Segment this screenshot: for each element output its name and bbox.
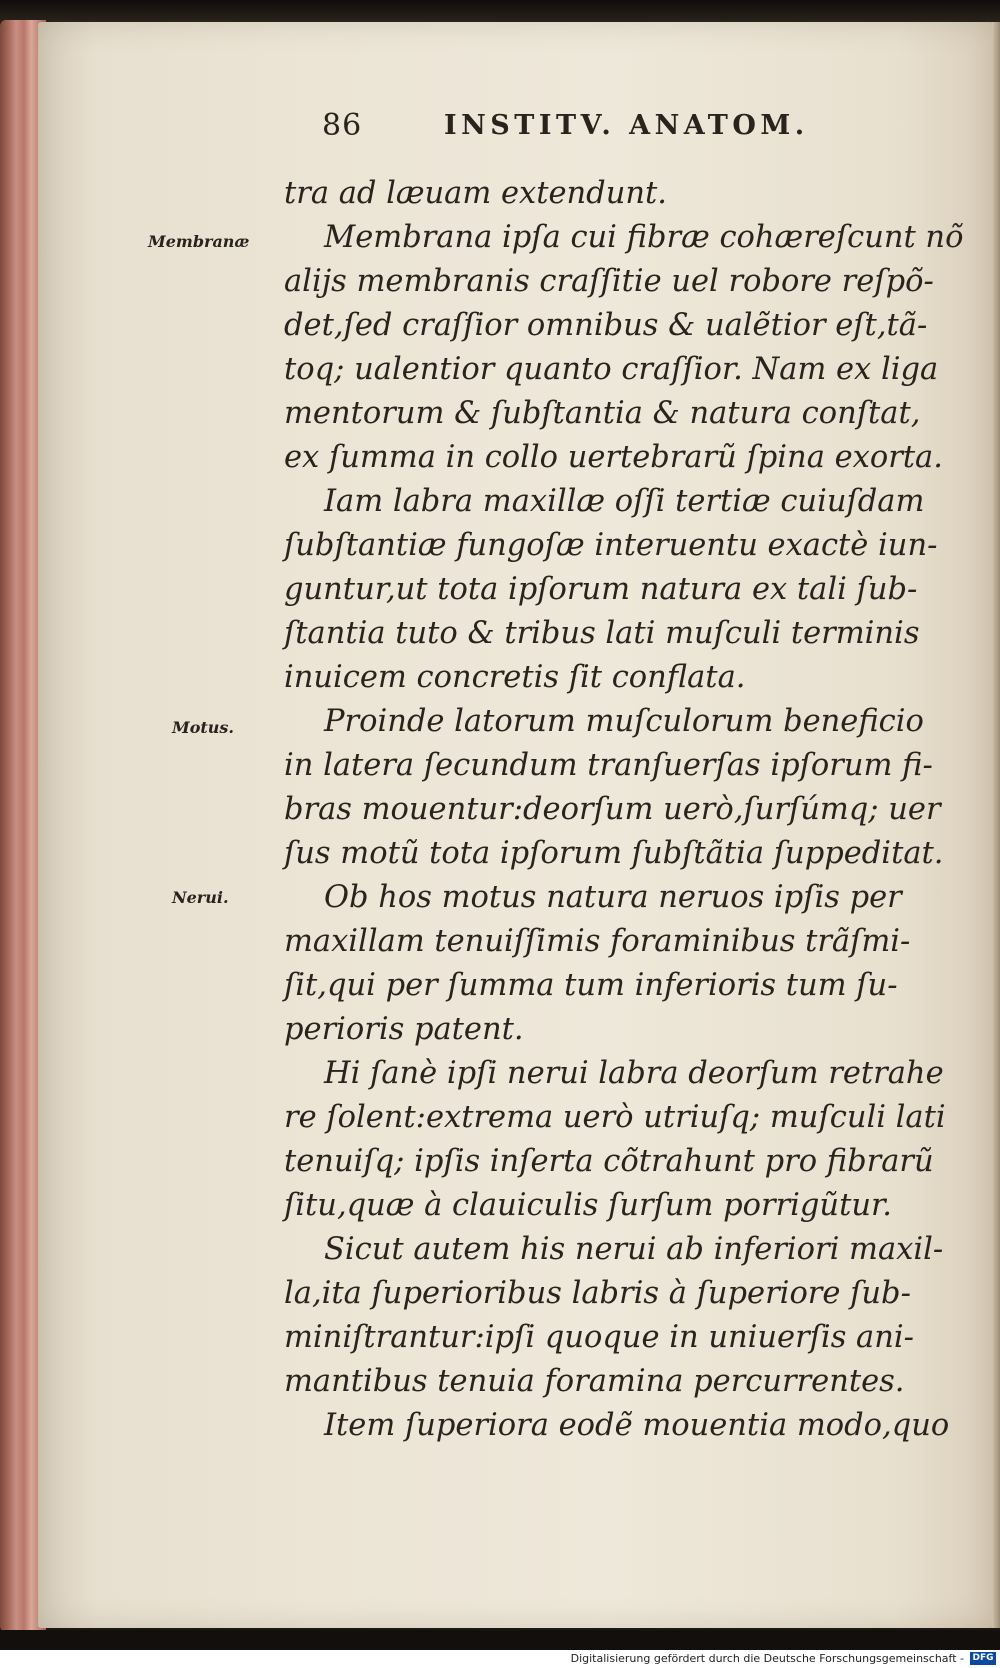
- text-line: Sicut autem his nerui ab inferiori maxil-: [324, 1232, 944, 1267]
- text-line: inuicem concretis ſit conflata.: [284, 660, 746, 695]
- text-line: ex ſumma in collo uertebrarũ ſpina exorta.: [284, 440, 943, 475]
- funding-credit: Digitalisierung gefördert durch die Deutsche Forschungsgemeinschaft -: [570, 1652, 964, 1665]
- text-line: ſtantia tuto & tribus lati muſculi terminis: [284, 616, 920, 651]
- text-line: perioris patent.: [284, 1012, 524, 1047]
- text-line: mentorum & ſubſtantia & natura conſtat,: [284, 396, 921, 431]
- text-line: tenuiſq; ipſis inſerta cõtrahunt pro fibrarũ: [284, 1144, 934, 1179]
- text-line: maxillam tenuiſſimis foraminibus trãſmi-: [284, 924, 911, 959]
- running-head: INSTITV. ANATOM.: [444, 110, 809, 141]
- marginal-note-nerui: Nerui.: [172, 888, 229, 907]
- text-line: mantibus tenuia foramina percurrentes.: [284, 1364, 905, 1399]
- text-line: bras mouentur:deorſum uerò,ſurſúmq; uer: [284, 792, 941, 827]
- text-line: re ſolent:extrema uerò utriuſq; muſculi lati: [284, 1100, 946, 1135]
- text-line: ſit,qui per ſumma tum inferioris tum ſu-: [284, 968, 898, 1003]
- text-line: toq; ualentior quanto craſſior. Nam ex liga: [284, 352, 939, 387]
- gutter-edge: [992, 22, 1000, 1628]
- text-line: ſitu,quæ à clauiculis ſurſum porrigũtur.: [284, 1188, 892, 1223]
- text-line: tra ad læuam extendunt.: [284, 176, 667, 211]
- backing-board-top: [0, 0, 1000, 22]
- text-line: Proinde latorum muſculorum beneficio: [324, 704, 924, 739]
- text-line: la,ita ſuperioribus labris à ſuperiore ſub-: [284, 1276, 911, 1311]
- dfg-logo: DFG: [970, 1652, 996, 1665]
- text-line: det,ſed craſſior omnibus & ualẽtior eſt,tã-: [284, 308, 928, 343]
- backing-board-bottom: [0, 1630, 1000, 1650]
- text-line: ſus motũ tota ipſorum ſubſtãtia ſuppeditat.: [284, 836, 944, 871]
- text-line: Ob hos motus natura neruos ipſis per: [324, 880, 902, 915]
- text-line: Membrana ipſa cui fibræ cohæreſcunt nõ: [324, 220, 964, 255]
- marginal-note-membranae: Membranæ: [148, 232, 250, 251]
- marginal-note-motus: Motus.: [172, 718, 234, 737]
- text-line: in latera ſecundum tranſuerſas ipſorum fi-: [284, 748, 933, 783]
- page-header: [322, 108, 922, 152]
- text-line: Iam labra maxillæ oſſi tertiæ cuiuſdam: [324, 484, 925, 519]
- text-line: Hi ſanè ipſi nerui labra deorſum retrahe: [324, 1056, 944, 1091]
- text-line: Item ſuperiora eodẽ mouentia modo,quo: [324, 1408, 950, 1443]
- text-line: ſubſtantiæ fungoſæ interuentu exactè iun-: [284, 528, 938, 563]
- text-line: alijs membranis craſſitie uel robore reſpõ-: [284, 264, 934, 299]
- folio-number: 86: [322, 108, 363, 143]
- text-line: guntur,ut tota ipſorum natura ex tali ſub-: [284, 572, 918, 607]
- text-line: miniſtrantur:ipſi quoque in uniuerſis ani-: [284, 1320, 914, 1355]
